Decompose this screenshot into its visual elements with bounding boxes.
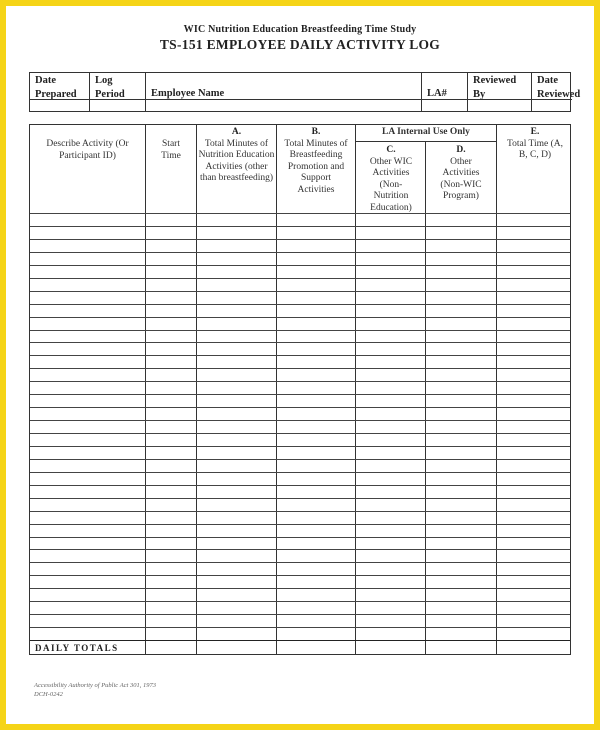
- table-row-line: [30, 317, 570, 318]
- la-internal-use-header: LA Internal Use Only: [382, 127, 470, 137]
- form-subtitle: WIC Nutrition Education Breastfeeding Time Study: [183, 24, 417, 35]
- column-d-letter: D.: [456, 145, 466, 155]
- table-row-line: [30, 407, 570, 408]
- table-row-line: [30, 588, 570, 589]
- column-divider: [425, 141, 426, 654]
- employee-name-field[interactable]: [146, 73, 422, 111]
- employee-name-entry[interactable]: [146, 99, 421, 112]
- table-row-line: [30, 381, 570, 382]
- table-row-line: [30, 278, 570, 279]
- table-row-line: [30, 498, 570, 499]
- date-reviewed-entry[interactable]: [532, 99, 572, 112]
- date-prepared-label-2: Prepared: [35, 89, 77, 100]
- column-b-letter: B.: [311, 127, 321, 137]
- reviewed-by-label-2: By: [473, 89, 486, 100]
- table-row-line: [30, 575, 570, 576]
- date-reviewed-label-1: Date: [537, 75, 558, 86]
- table-row-line: [30, 459, 570, 460]
- column-e-text: Total Time (A, B, C, D): [506, 138, 564, 160]
- la-group-divider: [355, 141, 496, 142]
- column-a-letter: A.: [231, 127, 242, 137]
- la-number-label: LA#: [427, 88, 447, 99]
- column-d-text: Other Activities (Non-WIC Program): [440, 156, 482, 201]
- la-number-field[interactable]: [422, 73, 468, 111]
- date-reviewed-label-2: Reviewed: [537, 89, 581, 100]
- describe-activity-header: Describe Activity (Or Participant ID): [46, 139, 129, 161]
- table-row-line: [30, 485, 570, 486]
- daily-totals-divider: [30, 640, 570, 641]
- daily-totals-label: DAILY TOTALS: [35, 643, 119, 653]
- table-row-line: [30, 524, 570, 525]
- table-row-line: [30, 304, 570, 305]
- table-row-line: [30, 511, 570, 512]
- table-row-line: [30, 239, 570, 240]
- table-row-line: [30, 446, 570, 447]
- employee-name-label: Employee Name: [151, 88, 225, 99]
- log-period-label-2: Period: [95, 89, 125, 100]
- log-period-entry[interactable]: [90, 99, 145, 112]
- table-row-line: [30, 601, 570, 602]
- column-b-header: [277, 127, 355, 196]
- column-e-letter: E.: [530, 127, 540, 137]
- log-period-label-1: Log: [95, 75, 113, 86]
- date-reviewed-field[interactable]: [532, 73, 581, 111]
- table-row-line: [30, 252, 570, 253]
- header-fields-table: [29, 72, 581, 112]
- log-period-field[interactable]: [90, 73, 146, 111]
- footer-authority: Accessibility Authority of Public Act 301, 1973: [34, 682, 156, 689]
- column-e-header: [503, 127, 567, 162]
- start-time-header: Start Time: [161, 139, 181, 161]
- table-row-line: [30, 537, 570, 538]
- table-row-line: [30, 614, 570, 615]
- la-number-entry[interactable]: [422, 99, 467, 112]
- table-row-line: [30, 330, 570, 331]
- date-prepared-field[interactable]: [30, 73, 90, 111]
- table-row-line: [30, 342, 570, 343]
- date-prepared-entry[interactable]: [30, 99, 89, 112]
- reviewed-by-label-1: Reviewed: [473, 75, 517, 86]
- table-row-line: [30, 226, 570, 227]
- table-row-line: [30, 265, 570, 266]
- table-row-line: [30, 355, 570, 356]
- table-row-line: [30, 433, 570, 434]
- table-row-line: [30, 627, 570, 628]
- table-row-line: [30, 420, 570, 421]
- table-row-line: [30, 394, 570, 395]
- table-row-line: [30, 562, 570, 563]
- form-title: TS-151 EMPLOYEE DAILY ACTIVITY LOG: [159, 37, 441, 52]
- column-a-header: [197, 127, 276, 185]
- column-d-header: [432, 145, 490, 203]
- table-row-line: [30, 472, 570, 473]
- table-row-line: [30, 368, 570, 369]
- activity-log-table: [29, 124, 571, 655]
- table-row-line: [30, 213, 570, 214]
- reviewed-by-entry[interactable]: [468, 99, 531, 112]
- column-c-text: Other WIC Activities (Non-Nutrition Education): [369, 156, 413, 213]
- table-row-line: [30, 291, 570, 292]
- column-a-text: Total Minutes of Nutrition Education Activities (other than breastfeeding): [198, 138, 275, 183]
- reviewed-by-field[interactable]: [468, 73, 532, 111]
- column-c-header: [363, 145, 419, 214]
- footer-form-number: DCH-0242: [34, 691, 63, 698]
- column-c-letter: C.: [386, 145, 396, 155]
- column-b-text: Total Minutes of Breastfeeding Promotion and Support Activities: [284, 138, 348, 195]
- table-row-line: [30, 549, 570, 550]
- date-prepared-label-1: Date: [35, 75, 56, 86]
